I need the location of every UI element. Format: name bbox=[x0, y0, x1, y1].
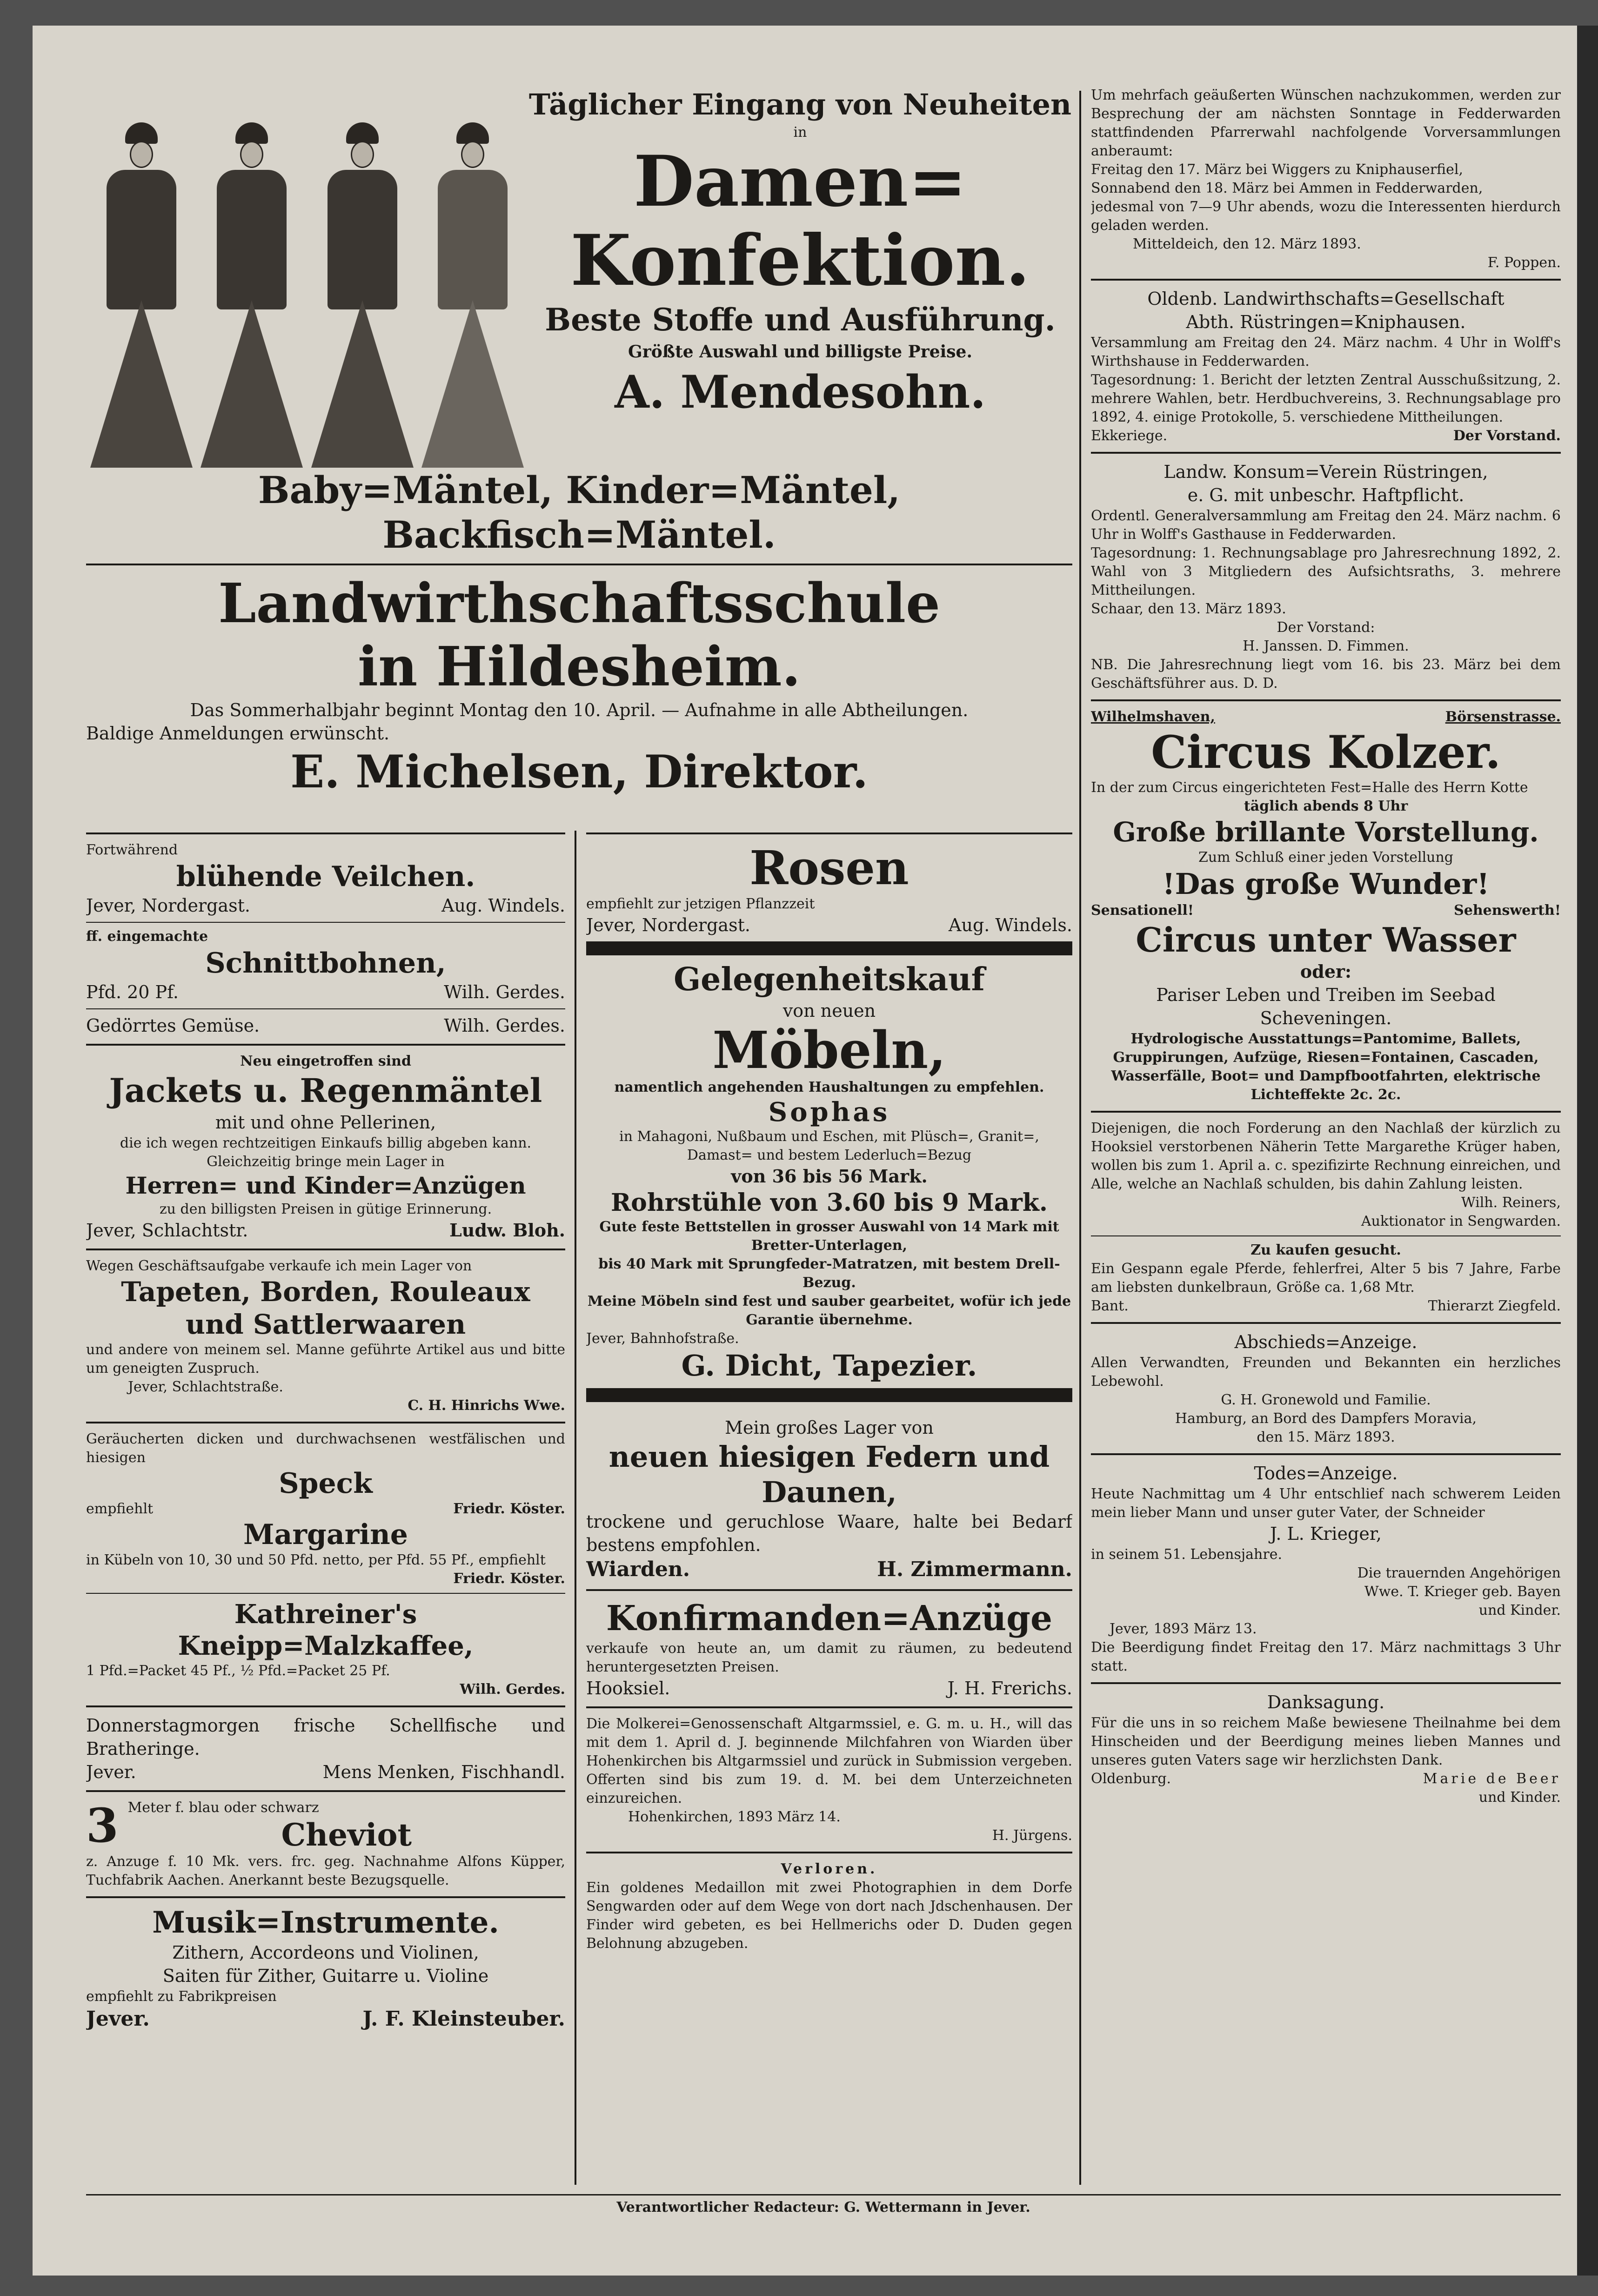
veilchen-location: Jever, Nordergast. bbox=[86, 895, 250, 916]
jackets-location: Jever, Schlachtstr. bbox=[86, 1220, 248, 1241]
tapeten-t1: Wegen Geschäftsaufgabe verkaufe ich mein Lager von bbox=[86, 1258, 472, 1274]
todes-t2: in seinem 51. Lebensjahre. bbox=[1091, 1546, 1282, 1563]
konsum-title-2: e. G. mit unbeschr. Haftpflicht. bbox=[1187, 485, 1464, 505]
musik-name: J. F. Kleinsteuber. bbox=[362, 2007, 565, 2031]
konfirmanden-title: Konfirmanden=Anzüge bbox=[606, 1598, 1053, 1638]
stoffe-line: Beste Stoffe und Ausführung. bbox=[545, 302, 1056, 338]
gel-location: Jever, Bahnhofstraße. bbox=[586, 1330, 739, 1347]
speck-name: Friedr. Köster. bbox=[453, 1501, 565, 1517]
circus-wasser: Circus unter Wasser bbox=[1136, 920, 1516, 960]
circus-t3: Zum Schluß einer jeden Vorstellung bbox=[1198, 849, 1454, 866]
circus-pariser: Pariser Leben und Treiben im Seebad Scheveningen. bbox=[1156, 985, 1496, 1028]
veilchen-name: Aug. Windels. bbox=[441, 895, 565, 916]
dank-name-2: und Kinder. bbox=[1478, 1789, 1561, 1806]
lady-figure-4 bbox=[421, 122, 524, 468]
school-text: Das Sommerhalbjahr beginnt Montag den 10. April. — Aufnahme in alle Abtheilungen. bbox=[190, 700, 969, 720]
black-bar bbox=[586, 941, 1072, 955]
todes-t6: Die Beerdigung findet Freitag den 17. März nachmittags 3 Uhr statt. bbox=[1091, 1639, 1561, 1674]
schnitt-price: Pfd. 20 Pf. bbox=[86, 982, 179, 1002]
abschied-name: G. H. Gronewold und Familie. bbox=[1221, 1392, 1431, 1408]
nachlass-name: Wilh. Reiners, bbox=[1461, 1195, 1561, 1211]
fashion-illustration bbox=[86, 86, 528, 468]
tapeten-title: Tapeten, Borden, Rouleaux bbox=[121, 1276, 530, 1308]
oldenb-t2: Tagesordnung: 1. Bericht der letzten Zentral Ausschußsitzung, 2. mehrere Wahlen, betr. Herdbuchvereins, 3. Rechnungsablage pro 1892, 4. einige Protokolle, 5. verschiedene Mittheilungen. bbox=[1091, 372, 1561, 425]
page-edge bbox=[1577, 26, 1598, 2276]
konfirmanden-location: Hooksiel. bbox=[586, 1678, 670, 1699]
gelegenheitskauf-title: Gelegenheitskauf bbox=[674, 961, 985, 998]
damen-title: Damen= bbox=[633, 141, 967, 222]
gel-t6: Meine Möbeln sind fest und sauber gearbeitet, wofür ich jede Garantie übernehme. bbox=[587, 1293, 1071, 1328]
mendesohn-firm: A. Mendesohn. bbox=[615, 366, 986, 418]
nachlass-name-2: Auktionator in Sengwarden. bbox=[1361, 1213, 1561, 1229]
konsum-vorstand: Der Vorstand: bbox=[1277, 619, 1375, 636]
cheviot-title: Cheviot bbox=[281, 1817, 412, 1853]
gel-von: von neuen bbox=[782, 1000, 876, 1021]
dank-location: Oldenburg. bbox=[1091, 1771, 1171, 1787]
advertisement-sheet bbox=[86, 86, 1561, 2217]
todes-text: Heute Nachmittag um 4 Uhr entschlief nach schwerem Leiden mein lieber Mann und unser guter Vater, der Schneider bbox=[1091, 1486, 1561, 1521]
cheviot-pre: Meter f. blau oder schwarz bbox=[127, 1799, 319, 1816]
moebeln-title: Möbeln, bbox=[712, 1020, 946, 1080]
rosen-name: Aug. Windels. bbox=[949, 915, 1072, 935]
jackets-t5: zu den billigsten Preisen in gütige Erinnerung. bbox=[159, 1201, 492, 1217]
dank-title: Danksagung. bbox=[1267, 1692, 1385, 1712]
musik-title: Musik=Instrumente. bbox=[152, 1905, 499, 1940]
circus-street: Börsenstrasse. bbox=[1445, 709, 1561, 725]
pfarrerwahl-text: Um mehrfach geäußerten Wünschen nachzukommen, werden zur Besprechung der am nächsten Sonntage in Fedderwarden stattfindenden Pfarrerwahl nachfolgende Vorversammlungen anberaumt: bbox=[1091, 87, 1561, 159]
pfarrerwahl-name: F. Poppen. bbox=[1487, 255, 1561, 271]
lady-figure-1 bbox=[90, 122, 193, 468]
tapeten-name: C. H. Hinrichs Wwe. bbox=[408, 1397, 565, 1414]
pfarrerwahl-t2: Freitag den 17. März bei Wiggers zu Kniphauserfiel, bbox=[1091, 161, 1464, 178]
lady-figure-2 bbox=[201, 122, 303, 468]
veilchen-pre: Fortwährend bbox=[86, 842, 178, 858]
musik-location: Jever. bbox=[86, 2007, 150, 2031]
column-left bbox=[86, 826, 565, 2189]
top-block bbox=[86, 86, 1072, 821]
kaufen-title: Zu kaufen gesucht. bbox=[1250, 1242, 1401, 1258]
konfirmanden-name: J. H. Frerichs. bbox=[947, 1678, 1072, 1699]
circus-wunder: !Das große Wunder! bbox=[1162, 867, 1490, 901]
jackets-name: Ludw. Bloh. bbox=[449, 1220, 565, 1241]
abschied-date: den 15. März 1893. bbox=[1257, 1429, 1395, 1445]
column-rule-middle bbox=[575, 831, 576, 2185]
margarine-name: Friedr. Köster. bbox=[453, 1571, 565, 1587]
dank-text: Für die uns in so reichem Maße bewiesene Theilnahme bei dem Hinscheiden und der Beerdigung meines lieben Mannes und unseres guten Vaters sage wir herzlichsten Dank. bbox=[1091, 1715, 1561, 1768]
school-director: E. Michelsen, Direktor. bbox=[290, 745, 868, 798]
rosen-title: Rosen bbox=[749, 840, 909, 895]
cheviot-number: 3 bbox=[86, 1798, 119, 1853]
konsum-t2: Tagesordnung: 1. Rechnungsablage pro Jahresrechnung 1892, 2. Wahl von 3 Mitgliedern des Aufsichtsraths, 3. mehrere Mittheilungen. bbox=[1091, 545, 1561, 598]
maentel-line: Baby=Mäntel, Kinder=Mäntel, Backfisch=Mäntel. bbox=[258, 468, 901, 557]
margarine-text: in Kübeln von 10, 30 und 50 Pfd. netto, per Pfd. 55 Pf., empfiehlt bbox=[86, 1552, 546, 1568]
in-word: in bbox=[793, 124, 807, 141]
gel-t3: von 36 bis 56 Mark. bbox=[731, 1166, 928, 1187]
jackets-t4: Herren= und Kinder=Anzügen bbox=[125, 1172, 526, 1199]
circus-sehenswerth: Sehenswerth! bbox=[1454, 902, 1561, 919]
oldenb-location: Ekkeriege. bbox=[1091, 428, 1168, 444]
school-text-2: Baldige Anmeldungen erwünscht. bbox=[86, 723, 390, 744]
veilchen-title: blühende Veilchen. bbox=[176, 860, 475, 893]
gemuese-name: Wilh. Gerdes. bbox=[444, 1015, 565, 1036]
musik-t3: empfiehlt zu Fabrikpreisen bbox=[86, 1988, 277, 2005]
molkerei-name: H. Jürgens. bbox=[992, 1827, 1072, 1844]
abschied-location: Hamburg, an Bord des Dampfers Moravia, bbox=[1175, 1410, 1477, 1427]
oldenb-title-2: Abth. Rüstringen=Kniphausen. bbox=[1186, 312, 1466, 332]
speck-empfiehlt: empfiehlt bbox=[86, 1501, 154, 1517]
sophas-title: Sophas bbox=[768, 1097, 890, 1128]
tapeten-location: Jever, Schlachtstraße. bbox=[128, 1379, 283, 1395]
gel-t2: in Mahagoni, Nußbaum und Eschen, mit Plüsch=, Granit=, Damast= und bestem Lederluch=Bezug bbox=[619, 1128, 1039, 1163]
auswahl-line: Größte Auswahl und billigste Preise. bbox=[628, 342, 972, 362]
schnitt-title: Schnittbohnen, bbox=[205, 947, 446, 980]
gemuese-title: Gedörrtes Gemüse. bbox=[86, 1015, 260, 1036]
molkerei-text: Die Molkerei=Genossenschaft Altgarmssiel, e. G. m. u. H., will das mit dem 1. April d. J. beginnende Milchfahren von Wiarden über Hohenkirchen bis Altgarmssiel und zurück in Submission vergeben. Offerten sind bis zum 19. d. M. bei dem Unterzeichneten einzureichen. bbox=[586, 1716, 1072, 1806]
schnitt-pre: ff. eingemachte bbox=[86, 928, 208, 945]
kathreiner-name: Wilh. Gerdes. bbox=[460, 1681, 565, 1698]
gel-t1: namentlich angehenden Haushaltungen zu empfehlen. bbox=[614, 1079, 1044, 1095]
column-rule-right bbox=[1079, 91, 1081, 2185]
verloren-title: Verloren. bbox=[781, 1861, 878, 1877]
kathreiner-text: 1 Pfd.=Packet 45 Pf., ½ Pfd.=Packet 25 Pf. bbox=[86, 1663, 390, 1679]
todes-name: J. L. Krieger, bbox=[1270, 1524, 1382, 1544]
konsum-title: Landw. Konsum=Verein Rüstringen, bbox=[1163, 462, 1488, 482]
circus-title: Circus Kolzer. bbox=[1151, 726, 1501, 779]
kaufen-location: Bant. bbox=[1091, 1298, 1129, 1314]
footer-redacteur: Verantwortlicher Redacteur: G. Wettermann in Jever. bbox=[86, 2194, 1561, 2217]
jackets-title: Jackets u. Regenmäntel bbox=[109, 1071, 542, 1110]
konfirmanden-text: verkaufe von heute an, um damit zu räumen, zu bedeutend heruntergesetzten Preisen. bbox=[586, 1640, 1072, 1675]
circus-vorstellung: Große brillante Vorstellung. bbox=[1113, 816, 1539, 848]
speck-text: Geräucherten dicken und durchwachsenen westfälischen und hiesigen bbox=[86, 1431, 565, 1466]
oldenb-name: Der Vorstand. bbox=[1453, 428, 1561, 444]
column-middle bbox=[586, 826, 1072, 2189]
kaufen-text: Ein Gespann egale Pferde, fehlerfrei, Alter 5 bis 7 Jahre, Farbe am liebsten dunkelbraun, Größe ca. 1,68 Mtr. bbox=[1091, 1261, 1561, 1296]
federn-t2: trockene und geruchlose Waare, halte bei Bedarf bestens empfohlen. bbox=[586, 1511, 1072, 1555]
gel-t4: Gute feste Bettstellen in grosser Auswahl von 14 Mark mit Bretter-Unterlagen, bbox=[599, 1219, 1059, 1254]
column-right bbox=[1091, 86, 1561, 2189]
oldenb-title: Oldenb. Landwirthschafts=Gesellschaft bbox=[1147, 289, 1504, 309]
federn-t1: Mein großes Lager von bbox=[725, 1417, 934, 1438]
konsum-location: Schaar, den 13. März 1893. bbox=[1091, 601, 1286, 617]
federn-location: Wiarden. bbox=[586, 1558, 690, 1581]
rosen-location: Jever, Nordergast. bbox=[586, 915, 750, 935]
rohrstuehle-line: Rohrstühle von 3.60 bis 9 Mark. bbox=[610, 1188, 1048, 1217]
gel-t5: bis 40 Mark mit Sprungfeder-Matratzen, mit bestem Drell-Bezug. bbox=[598, 1256, 1060, 1291]
schnitt-name: Wilh. Gerdes. bbox=[444, 982, 565, 1002]
lady-figure-3 bbox=[311, 122, 414, 468]
tapeten-title-2: und Sattlerwaaren bbox=[185, 1309, 466, 1340]
circus-t4: Hydrologische Ausstattungs=Pantomime, Ballets, Gruppirungen, Aufzüge, Riesen=Fontainen, Cascaden, Wasserfälle, Boot= und Dampfbootfahrten, elektrische Lichteffekte 2c. 2c. bbox=[1111, 1031, 1541, 1103]
dank-name: Marie de Beer bbox=[1423, 1771, 1561, 1787]
rosen-text: empfiehlt zur jetzigen Pflanzzeit bbox=[586, 896, 815, 912]
pfarrerwahl-t4: jedesmal von 7—9 Uhr abends, wozu die Interessenten hierdurch geladen werden. bbox=[1091, 199, 1561, 234]
federn-title: neuen hiesigen Federn und Daunen, bbox=[608, 1440, 1050, 1509]
circus-location: Wilhelmshaven, bbox=[1091, 709, 1215, 725]
kathreiner-title: Kathreiner's Kneipp=Malzkaffee, bbox=[178, 1599, 474, 1661]
konfektion-title: Konfektion. bbox=[570, 220, 1030, 302]
tapeten-t2: und andere von meinem sel. Manne geführte Artikel aus und bitte um geneigten Zuspruch. bbox=[86, 1342, 565, 1376]
jackets-t1: mit und ohne Pellerinen, bbox=[215, 1112, 436, 1133]
jackets-t3: Gleichzeitig bringe mein Lager in bbox=[207, 1154, 445, 1170]
federn-name: H. Zimmermann. bbox=[877, 1558, 1072, 1581]
circus-oder: oder: bbox=[1300, 961, 1352, 982]
todes-title: Todes=Anzeige. bbox=[1254, 1463, 1398, 1484]
abschied-text: Allen Verwandten, Freunden und Bekannten ein herzliches Lebewohl. bbox=[1091, 1355, 1561, 1390]
dicht-name: G. Dicht, Tapezier. bbox=[681, 1349, 977, 1383]
todes-location: Jever, 1893 März 13. bbox=[1110, 1621, 1257, 1637]
nachlass-text: Diejenigen, die noch Forderung an den Nachlaß der kürzlich zu Hooksiel verstorbenen Näherin Tette Margarethe Krüger haben, wollen bis zum 1. April a. c. spezifizirte Rechnung einreichen, und Alle, welche an Nachlaß schulden, bis dahin Zahlung leisten. bbox=[1091, 1120, 1561, 1192]
todes-t5: und Kinder. bbox=[1478, 1602, 1561, 1618]
speck-title: Speck bbox=[279, 1467, 373, 1500]
fisch-text: Donnerstagmorgen frische Schellfische und Bratheringe. bbox=[86, 1715, 565, 1759]
jackets-t2: die ich wegen rechtzeitigen Einkaufs billig abgeben kann. bbox=[120, 1135, 532, 1151]
oldenb-t1: Versammlung am Freitag den 24. März nachm. 4 Uhr in Wolff's Wirthshause in Fedderwarden. bbox=[1091, 335, 1561, 369]
abschied-title: Abschieds=Anzeige. bbox=[1234, 1332, 1417, 1352]
headline: Täglicher Eingang von Neuheiten bbox=[528, 87, 1072, 121]
fisch-name: Mens Menken, Fischhandl. bbox=[322, 1762, 565, 1782]
musik-t2: Saiten für Zither, Guitarre u. Violine bbox=[162, 1966, 489, 1986]
konsum-names: H. Janssen. D. Fimmen. bbox=[1243, 638, 1409, 654]
molkerei-location: Hohenkirchen, 1893 März 14. bbox=[628, 1809, 841, 1825]
black-bar-2 bbox=[586, 1388, 1072, 1402]
konsum-nb: NB. Die Jahresrechnung liegt vom 16. bis 23. März bei dem Geschäftsführer aus. D. D. bbox=[1091, 657, 1561, 691]
school-title: Landwirthschaftsschule bbox=[218, 572, 940, 635]
konsum-t1: Ordentl. Generalversammlung am Freitag den 24. März nachm. 6 Uhr in Wolff's Gasthause in Fedderwarden. bbox=[1091, 508, 1561, 543]
todes-t3: Die trauernden Angehörigen bbox=[1357, 1565, 1561, 1581]
jackets-pre: Neu eingetroffen sind bbox=[240, 1053, 411, 1069]
pfarrerwahl-t3: Sonnabend den 18. März bei Ammen in Fedderwarden, bbox=[1091, 180, 1483, 196]
margarine-title: Margarine bbox=[243, 1518, 408, 1551]
circus-sensationell: Sensationell! bbox=[1091, 902, 1194, 919]
verloren-text: Ein goldenes Medaillon mit zwei Photographien in dem Dorfe Sengwarden oder auf dem Wege von dort nach Jdschenhausen. Der Finder wird gebeten, es bei Hellmerichs oder D. Duden gegen Belohnung abzugeben. bbox=[586, 1880, 1072, 1952]
kaufen-name: Thierarzt Ziegfeld. bbox=[1428, 1298, 1561, 1314]
fisch-location: Jever. bbox=[86, 1762, 136, 1782]
circus-t1: In der zum Circus eingerichteten Fest=Halle des Herrn Kotte bbox=[1091, 779, 1528, 796]
circus-t2: täglich abends 8 Uhr bbox=[1244, 798, 1408, 814]
cheviot-text: z. Anzuge f. 10 Mk. vers. frc. geg. Nachnahme Alfons Küpper, Tuchfabrik Aachen. Anerkannt beste Bezugsquelle. bbox=[86, 1853, 565, 1888]
todes-t4: Wwe. T. Krieger geb. Bayen bbox=[1364, 1584, 1561, 1600]
pfarrerwahl-location: Mitteldeich, den 12. März 1893. bbox=[1133, 236, 1361, 252]
school-location: in Hildesheim. bbox=[357, 635, 801, 698]
musik-t1: Zithern, Accordeons und Violinen, bbox=[172, 1942, 479, 1963]
